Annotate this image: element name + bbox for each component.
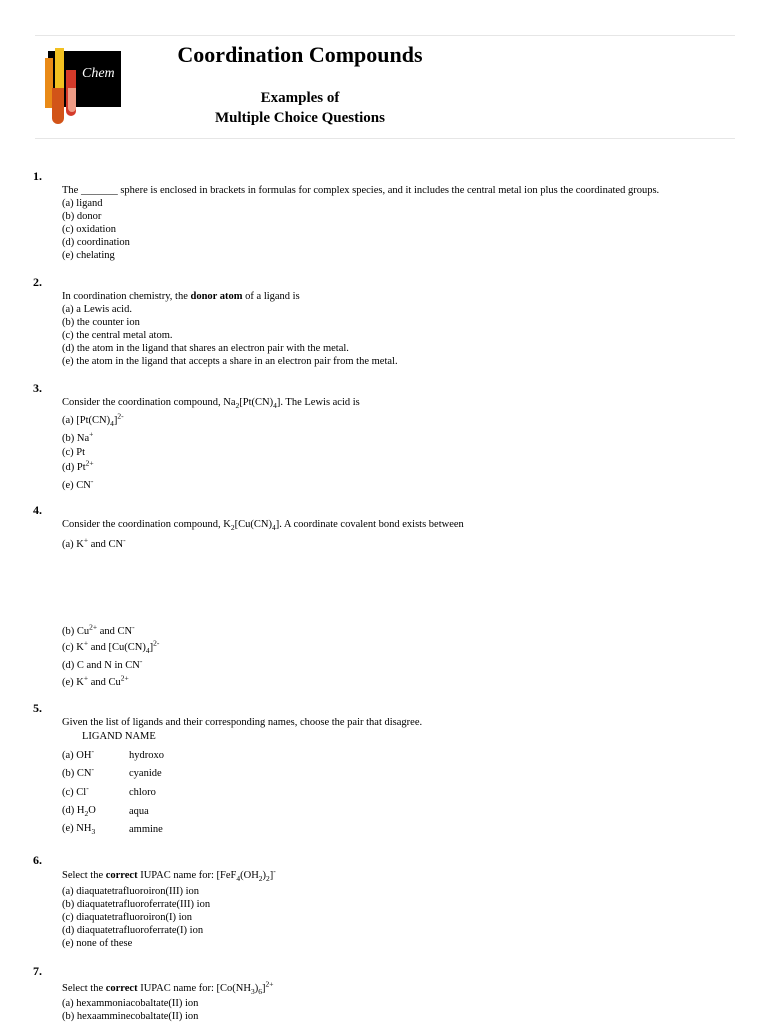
ligand-name: ammine [129, 824, 163, 835]
question-number: 6. [33, 853, 42, 867]
subtitle-line2: Multiple Choice Questions [214, 110, 385, 126]
ligand-name: aqua [129, 806, 149, 817]
answer-option: (b) hexaamminecobaltate(II) ion [62, 1011, 199, 1022]
answer-option: (a) K+ and CN- [62, 535, 126, 550]
answer-option: (b) Na+ [62, 429, 94, 444]
answer-option: (a) $[Pt(CN)_4]^{2-}$ [62, 411, 124, 429]
question-number: 3. [33, 381, 42, 395]
question-number: 2. [33, 275, 42, 289]
answer-option: (b) the counter ion [62, 317, 140, 328]
top-divider [35, 35, 735, 36]
answer-option: (c) K+ and $[Cu(CN)_4]^{2-}$ [62, 638, 160, 656]
question-stem: Select the correct IUPAC name for: $[FeF_4(OH_2)_2]^-$ [62, 866, 276, 884]
question-number: 7. [33, 964, 42, 978]
answer-option: (d) $Pt^{2+}$ [62, 458, 94, 473]
answer-option: (a) hexammoniacobaltate(II) ion [62, 998, 199, 1009]
logo-text: Chem [82, 66, 115, 81]
question-stem: Consider the coordination compound, $Na_2[Pt(CN)_4]$. The Lewis acid is [62, 397, 360, 411]
answer-option: (a) diaquatetrafluoroiron(III) ion [62, 886, 200, 897]
question-stem: Consider the coordination compound, $K_2[Cu(CN)_4]$. A coordinate covalent bond exists between [62, 519, 464, 533]
answer-option: (d) the atom in the ligand that shares an electron pair with the metal. [62, 343, 349, 354]
answer-option: (c) diaquatetrafluoroiron(I) ion [62, 912, 193, 923]
answer-option: (a) a Lewis acid. [62, 304, 132, 315]
answer-option: (e) none of these [62, 938, 133, 949]
answer-option: (c) oxidation [62, 224, 116, 235]
question-number: 4. [33, 503, 42, 517]
ligand-name: chloro [129, 787, 156, 798]
ligand-name: hydroxo [129, 750, 164, 761]
ligand-label: (b) CN- [62, 764, 94, 779]
answer-option: (e) CN- [62, 476, 94, 491]
ligand-label: (d) $H_2O$ [62, 805, 96, 819]
answer-option: (c) Pt [62, 447, 86, 458]
question-stem: In coordination chemistry, the donor atom of a ligand is [62, 291, 300, 302]
answer-option: (b) donor [62, 211, 102, 222]
answer-option: (e) K+ and $Cu^{2+}$ [62, 673, 129, 688]
answer-option: (d) diaquatetrafluoroferrate(I) ion [62, 925, 204, 936]
answer-option: (b) $Cu^{2+}$ and CN- [62, 622, 135, 637]
page-title: Coordination Compounds [177, 42, 423, 67]
question-number: 5. [33, 701, 42, 715]
answer-option: (a) ligand [62, 198, 103, 209]
table-header: LIGAND NAME [82, 731, 156, 742]
chem-logo [45, 48, 121, 125]
answer-option: (e) the atom in the ligand that accepts a share in an electron pair from the metal. [62, 356, 398, 367]
ligand-label: (a) OH- [62, 746, 94, 761]
question-number: 1. [33, 169, 42, 183]
ligand-label: (c) Cl- [62, 783, 89, 798]
answer-option: (e) chelating [62, 250, 115, 261]
answer-option: (d) C and N in CN- [62, 656, 143, 671]
answer-option: (c) the central metal atom. [62, 330, 173, 341]
question-stem: The _______ sphere is enclosed in brackets in formulas for complex species, and it includes the central metal ion plus the coordinated groups. [62, 185, 660, 196]
ligand-label: (e) $NH_3$ [62, 823, 96, 837]
ligand-name: cyanide [129, 768, 162, 779]
question-stem: Given the list of ligands and their corresponding names, choose the pair that disagree. [62, 717, 423, 728]
subtitle-line1: Examples of [260, 90, 340, 106]
header-divider [35, 138, 735, 139]
answer-option: (d) coordination [62, 237, 130, 248]
answer-option: (b) diaquatetrafluoroferrate(III) ion [62, 899, 211, 910]
question-stem: Select the correct IUPAC name for: $[Co(NH_3)_6]^{2+}$ [62, 979, 274, 997]
